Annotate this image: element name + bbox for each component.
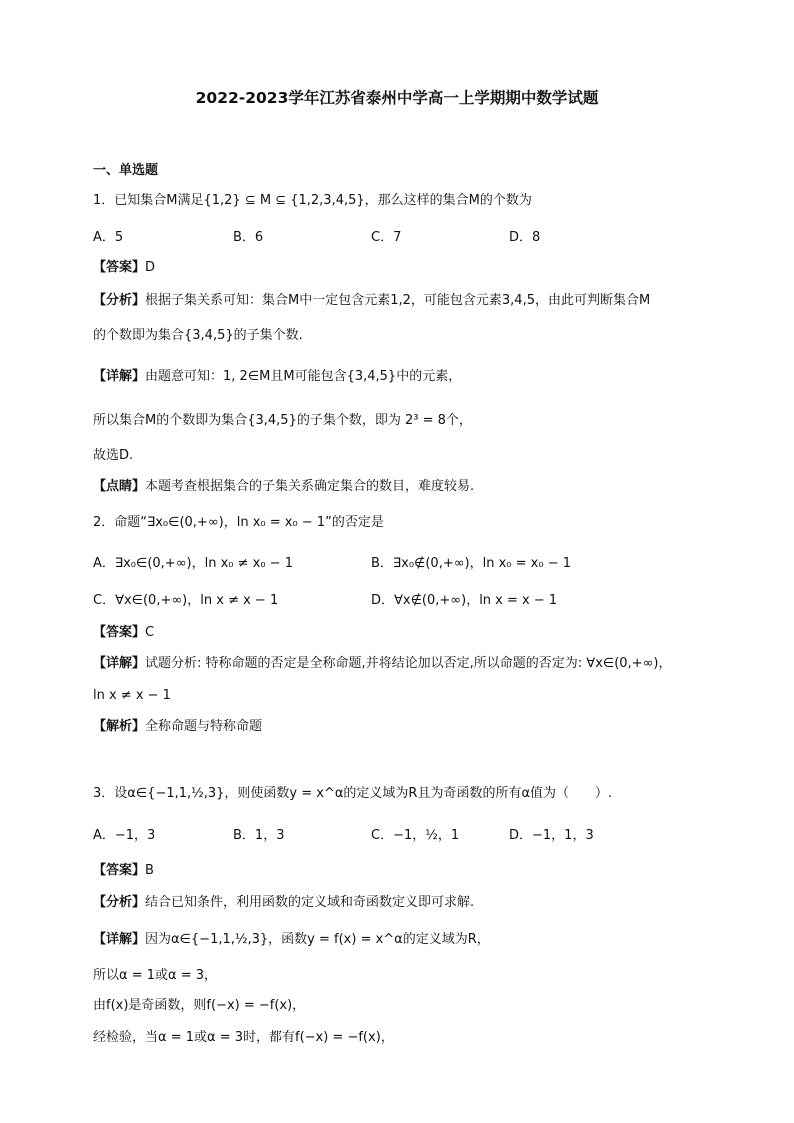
q2-answer xyxy=(93,624,154,642)
answer-value: D xyxy=(145,260,156,275)
q1-answer xyxy=(93,259,155,277)
answer-value: B xyxy=(145,863,154,878)
q1-comment xyxy=(93,478,474,496)
q3-detail-line-2: 所以α = 1或α = 3， xyxy=(93,968,217,983)
q3-answer xyxy=(93,862,154,880)
analysis-tag: 【解析】 xyxy=(93,719,146,734)
analysis-tag: 【分析】 xyxy=(93,293,146,308)
page-title: 2022-2023学年江苏省泰州中学高一上学期期中数学试题 xyxy=(195,89,599,107)
detail-tag: 【详解】 xyxy=(93,932,146,947)
detail-text: 由题意可知：1, 2∈M且M可能包含{3,4,5}中的元素， xyxy=(145,369,462,384)
detail-tag: 【详解】 xyxy=(93,656,146,671)
q1-detail-line-2: 所以集合M的个数即为集合{3,4,5}的子集个数，即为 2³ = 8个， xyxy=(93,413,472,428)
q2-detail-line-2: ln x ≠ x − 1 xyxy=(93,688,171,703)
q2-option-a: A．∃x₀∈(0,+∞)，ln x₀ ≠ x₀ − 1 xyxy=(93,556,293,571)
q1-option-b: B．6 xyxy=(233,230,264,245)
q3-detail-line-3: 由f(x)是奇函数，则f(−x) = −f(x)， xyxy=(93,998,306,1013)
q3-option-c: C．−1，½，1 xyxy=(371,828,460,843)
q3-stem xyxy=(93,785,612,803)
comment-tag: 【点睛】 xyxy=(93,479,146,494)
analysis-text: 结合已知条件，利用函数的定义域和奇函数定义即可求解. xyxy=(145,895,475,910)
q3-stem-prefix: 3．设α∈ xyxy=(93,786,148,801)
detail-tag: 【详解】 xyxy=(93,369,146,384)
q1-stem: 1．已知集合M满足{1,2} ⊆ M ⊆ {1,2,3,4,5}，那么这样的集合M的个数为 xyxy=(93,193,532,208)
q3-analysis xyxy=(93,894,474,912)
analysis-text: 全称命题与特称命题 xyxy=(145,719,263,734)
detail-text: 试题分析: 特称命题的否定是全称命题,并将结论加以否定,所以命题的否定为: ∀x∈(0,+∞)， xyxy=(145,656,672,671)
q2-analysis xyxy=(93,718,262,736)
detail-text: 因为α∈{−1,1,½,3}，函数y = f(x) = x^α的定义域为R， xyxy=(145,932,490,947)
answer-tag: 【答案】 xyxy=(93,863,146,878)
q2-option-d: D．∀x∉(0,+∞)，ln x = x − 1 xyxy=(371,593,558,608)
answer-value: C xyxy=(145,625,155,640)
q1-option-c: C．7 xyxy=(371,230,402,245)
comment-text: 本题考查根据集合的子集关系确定集合的数目，难度较易. xyxy=(145,479,475,494)
q3-stem-set: {−1,1,½,3} xyxy=(147,786,225,801)
q1-analysis-line-1 xyxy=(93,292,650,310)
analysis-text: 根据子集关系可知：集合M中一定包含元素1,2，可能包含元素3,4,5，由此可判断集合M xyxy=(145,293,651,308)
q1-detail-line-1 xyxy=(93,368,461,386)
section-heading: 一、单选题 xyxy=(93,163,159,178)
answer-tag: 【答案】 xyxy=(93,625,146,640)
q3-option-a: A．−1，3 xyxy=(93,828,156,843)
q3-detail-line-4: 经检验，当α = 1或α = 3时，都有f(−x) = −f(x)， xyxy=(93,1030,394,1045)
analysis-tag: 【分析】 xyxy=(93,895,146,910)
q1-option-d: D．8 xyxy=(509,230,541,245)
q1-analysis-line-2: 的个数即为集合{3,4,5}的子集个数. xyxy=(93,328,303,343)
answer-tag: 【答案】 xyxy=(93,260,146,275)
q3-stem-suffix: ，则使函数y = x^α的定义域为R且为奇函数的所有α值为（ ）. xyxy=(224,786,613,801)
q2-option-b: B．∃x₀∉(0,+∞)，ln x₀ = x₀ − 1 xyxy=(371,556,572,571)
q2-option-c: C．∀x∈(0,+∞)，ln x ≠ x − 1 xyxy=(93,593,279,608)
q3-option-d: D．−1，1，3 xyxy=(509,828,594,843)
q2-stem: 2．命题“∃x₀∈(0,+∞)，ln x₀ = x₀ − 1”的否定是 xyxy=(93,515,384,530)
q3-option-b: B．1，3 xyxy=(233,828,285,843)
q1-option-a: A．5 xyxy=(93,230,124,245)
q1-detail-line-3: 故选D. xyxy=(93,448,134,463)
q2-detail-line-1 xyxy=(93,655,671,673)
q3-detail-line-1 xyxy=(93,931,490,949)
